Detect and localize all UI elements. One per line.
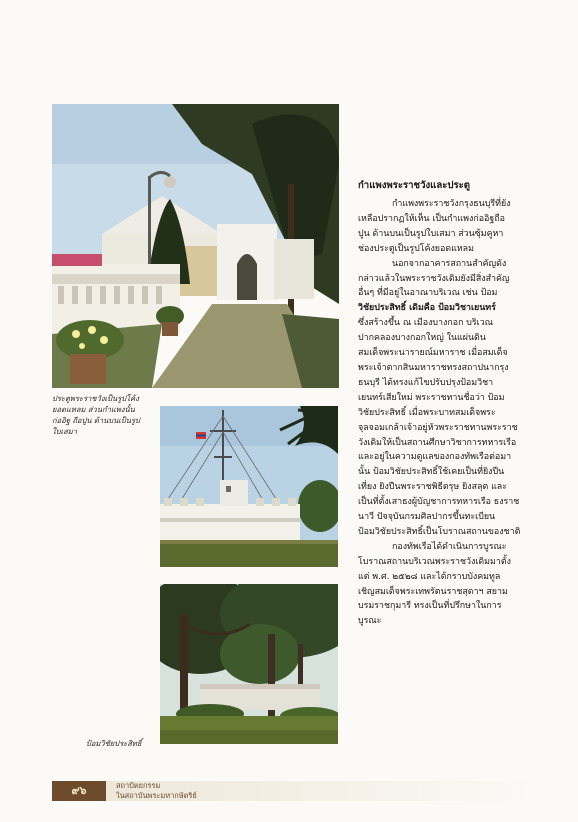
text-line: วิชัยประสิทธิ์ เดิมคือ ป้อมวิชาเยนทร์ <box>358 303 496 314</box>
footer-series-title: สถาปัตยกรรม <box>116 781 161 790</box>
text-line: กล่าวแล้วในพระราชวังเดิมยังมีสิ่งสำคัญ <box>358 273 510 284</box>
fort-trees-photo <box>160 584 338 744</box>
text-line: วิชัยประสิทธิ์ เมื่อพระบาทสมเด็จพระ <box>358 407 496 418</box>
fort-photo <box>160 406 338 567</box>
caption-line: ประตูพระราชวังเป็นรูปโค้ง <box>52 394 139 403</box>
text-line: และอยู่ในความดูแลของกองทัพเรือต่อมา <box>358 452 512 463</box>
gate-photo-caption <box>52 393 156 437</box>
text-line: พระเจ้าตากสินมหาราชทรงสถาปนากรุง <box>358 362 509 373</box>
text-line: สมเด็จพระนารายณ์มหาราช เมื่อสมเด็จ <box>358 348 508 359</box>
text-line: เป็นที่ตั้งเสาธงผู้บัญชาการทหารเรือ ธงราช <box>358 497 520 508</box>
text-line: จุลจอมเกล้าเจ้าอยู่หัวพระราชทานพระราช <box>358 422 518 433</box>
text-line: เหลือปรากฏให้เห็น เป็นกำแพงก่ออิฐถือ <box>358 213 505 224</box>
fort-photo-caption: ป้อมวิชัยประสิทธิ์ <box>86 739 142 748</box>
article-paragraph <box>358 257 536 540</box>
caption-line: ใบเสมา <box>52 427 78 436</box>
text-line: บูรณะ <box>358 616 382 627</box>
text-line: บรมราชกุมารี ทรงเป็นที่ปรึกษาในการ <box>358 601 502 612</box>
caption-line: ยอดแหลม ส่วนกำแพงนั้น <box>52 405 135 414</box>
text-line: วังเดิมให้เป็นสถานศึกษาวิชาการทหารเรือ <box>358 437 517 448</box>
text-line: เยนทร์เสียใหม่ พระราชทานชื่อว่า ป้อม <box>358 392 505 403</box>
article <box>358 178 536 629</box>
text-line: กำแพงพระราชวังกรุงธนบุรีที่ยัง <box>392 199 511 209</box>
text-line: ป้อมวิชัยประสิทธิ์เป็นโบราณสถานของชาติ <box>358 526 521 537</box>
article-paragraph <box>358 197 536 257</box>
text-line: นอกจากอาคารสถานสำคัญดัง <box>392 258 507 269</box>
text-line: เชิญสมเด็จพระเทพรัตนราชสุดาฯ สยาม <box>358 586 508 597</box>
text-line: กองทัพเรือได้ดำเนินการบูรณะ <box>392 541 507 552</box>
text-line: แต่ พ.ศ. ๒๕๒๘ และได้กราบบังคมทูล <box>358 571 501 582</box>
text-line: ธนบุรี ได้ทรงแก้ไขปรับปรุงป้อมวิชา <box>358 377 494 388</box>
page-number: ๙๖ <box>52 781 106 801</box>
text-line: ซึ่งสร้างขึ้น ณ เมืองบางกอก บริเวณ <box>358 318 493 329</box>
text-line: ช่องประตูเป็นรูปโค้งยอดแหลม <box>358 243 474 254</box>
article-heading: กำแพงพระราชวังและประตู <box>358 180 470 191</box>
caption-line: ก่ออิฐ ถือปูน ด้านบนเป็นรูป <box>52 416 140 425</box>
text-line: โบราณสถานบริเวณพระราชวังเดิมมาตั้ง <box>358 556 511 567</box>
text-line: นาวี ปัจจุบันกรมศิลปากรขึ้นทะเบียน <box>358 512 496 523</box>
text-line: นั้น ป้อมวิชัยประสิทธิ์ใช้เคยเป็นที่ยิงปืน <box>358 467 505 478</box>
text-line: ปูน ด้านบนเป็นรูปใบเสมา ส่วนซุ้มคูหา <box>358 228 504 239</box>
text-line: เที่ยง ยิงปืนพระราชพิธีตรุษ ยิงสลุต และ <box>358 482 507 493</box>
palace-gate-photo <box>52 104 339 388</box>
article-paragraph <box>358 540 536 629</box>
text-line: อื่นๆ ที่มีอยู่ในอาณาบริเวณ เช่น ป้อม <box>358 288 498 299</box>
text-line: ปากคลองบางกอกใหญ่ ในแผ่นดิน <box>358 333 486 344</box>
footer-book-title: ในสถาบันพระมหากษัตริย์ <box>116 791 197 800</box>
